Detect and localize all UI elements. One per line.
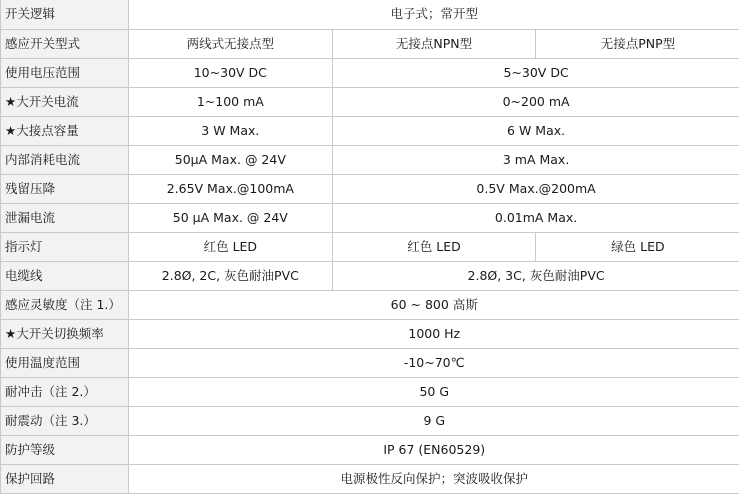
row-label: 残留压降	[1, 174, 129, 203]
row-value: -10~70℃	[129, 348, 739, 377]
table-row	[1, 290, 739, 319]
row-label: 开关逻辑	[1, 0, 129, 29]
row-value: 1000 Hz	[129, 319, 739, 348]
row-label: 防护等级	[1, 435, 129, 464]
row-label: ★大接点容量	[1, 116, 129, 145]
row-label: 使用温度范围	[1, 348, 129, 377]
row-label: 电缆线	[1, 261, 129, 290]
row-value: 10~30V DC	[129, 58, 333, 87]
table-row	[1, 0, 739, 29]
table-row	[1, 319, 739, 348]
row-label: 指示灯	[1, 232, 129, 261]
row-value: 0~200 mA	[332, 87, 739, 116]
table-row	[1, 87, 739, 116]
table-row	[1, 435, 739, 464]
row-value: 3 mA Max.	[332, 145, 739, 174]
row-label: 感应灵敏度（注 1.）	[1, 290, 129, 319]
row-label: 感应开关型式	[1, 29, 129, 58]
table-row	[1, 261, 739, 290]
table-row	[1, 464, 739, 493]
table-row	[1, 145, 739, 174]
row-value: 红色 LED	[129, 232, 333, 261]
row-value: 绿色 LED	[536, 232, 739, 261]
row-value: 2.8Ø, 2C, 灰色耐油PVC	[129, 261, 333, 290]
row-label: 保护回路	[1, 464, 129, 493]
row-value: 60 ~ 800 高斯	[129, 290, 739, 319]
row-value: 0.5V Max.@200mA	[332, 174, 739, 203]
row-value: 红色 LED	[332, 232, 536, 261]
table-row	[1, 174, 739, 203]
table-row	[1, 58, 739, 87]
row-value: 50μA Max. @ 24V	[129, 145, 333, 174]
row-value: 2.8Ø, 3C, 灰色耐油PVC	[332, 261, 739, 290]
row-label: 耐震动（注 3.）	[1, 406, 129, 435]
row-value: 1~100 mA	[129, 87, 333, 116]
row-value: 5~30V DC	[332, 58, 739, 87]
row-value: 电源极性反向保护；突波吸收保护	[129, 464, 739, 493]
row-label: ★大开关电流	[1, 87, 129, 116]
table-row	[1, 406, 739, 435]
row-label: 使用电压范围	[1, 58, 129, 87]
row-value: 两线式无接点型	[129, 29, 333, 58]
row-value: 50 G	[129, 377, 739, 406]
table-row	[1, 203, 739, 232]
row-value: 0.01mA Max.	[332, 203, 739, 232]
row-value: 50 μA Max. @ 24V	[129, 203, 333, 232]
row-label: 内部消耗电流	[1, 145, 129, 174]
table-row	[1, 29, 739, 58]
row-value: 无接点NPN型	[332, 29, 536, 58]
row-value: 无接点PNP型	[536, 29, 739, 58]
row-label: 泄漏电流	[1, 203, 129, 232]
row-label: ★大开关切换频率	[1, 319, 129, 348]
row-value: 电子式；常开型	[129, 0, 739, 29]
row-value: 9 G	[129, 406, 739, 435]
table-row	[1, 348, 739, 377]
row-label: 耐冲击（注 2.）	[1, 377, 129, 406]
table-row	[1, 232, 739, 261]
row-value: 2.65V Max.@100mA	[129, 174, 333, 203]
table-row	[1, 116, 739, 145]
row-value: IP 67 (EN60529)	[129, 435, 739, 464]
table-row	[1, 377, 739, 406]
row-value: 3 W Max.	[129, 116, 333, 145]
specification-table-body	[1, 0, 739, 493]
row-value: 6 W Max.	[332, 116, 739, 145]
